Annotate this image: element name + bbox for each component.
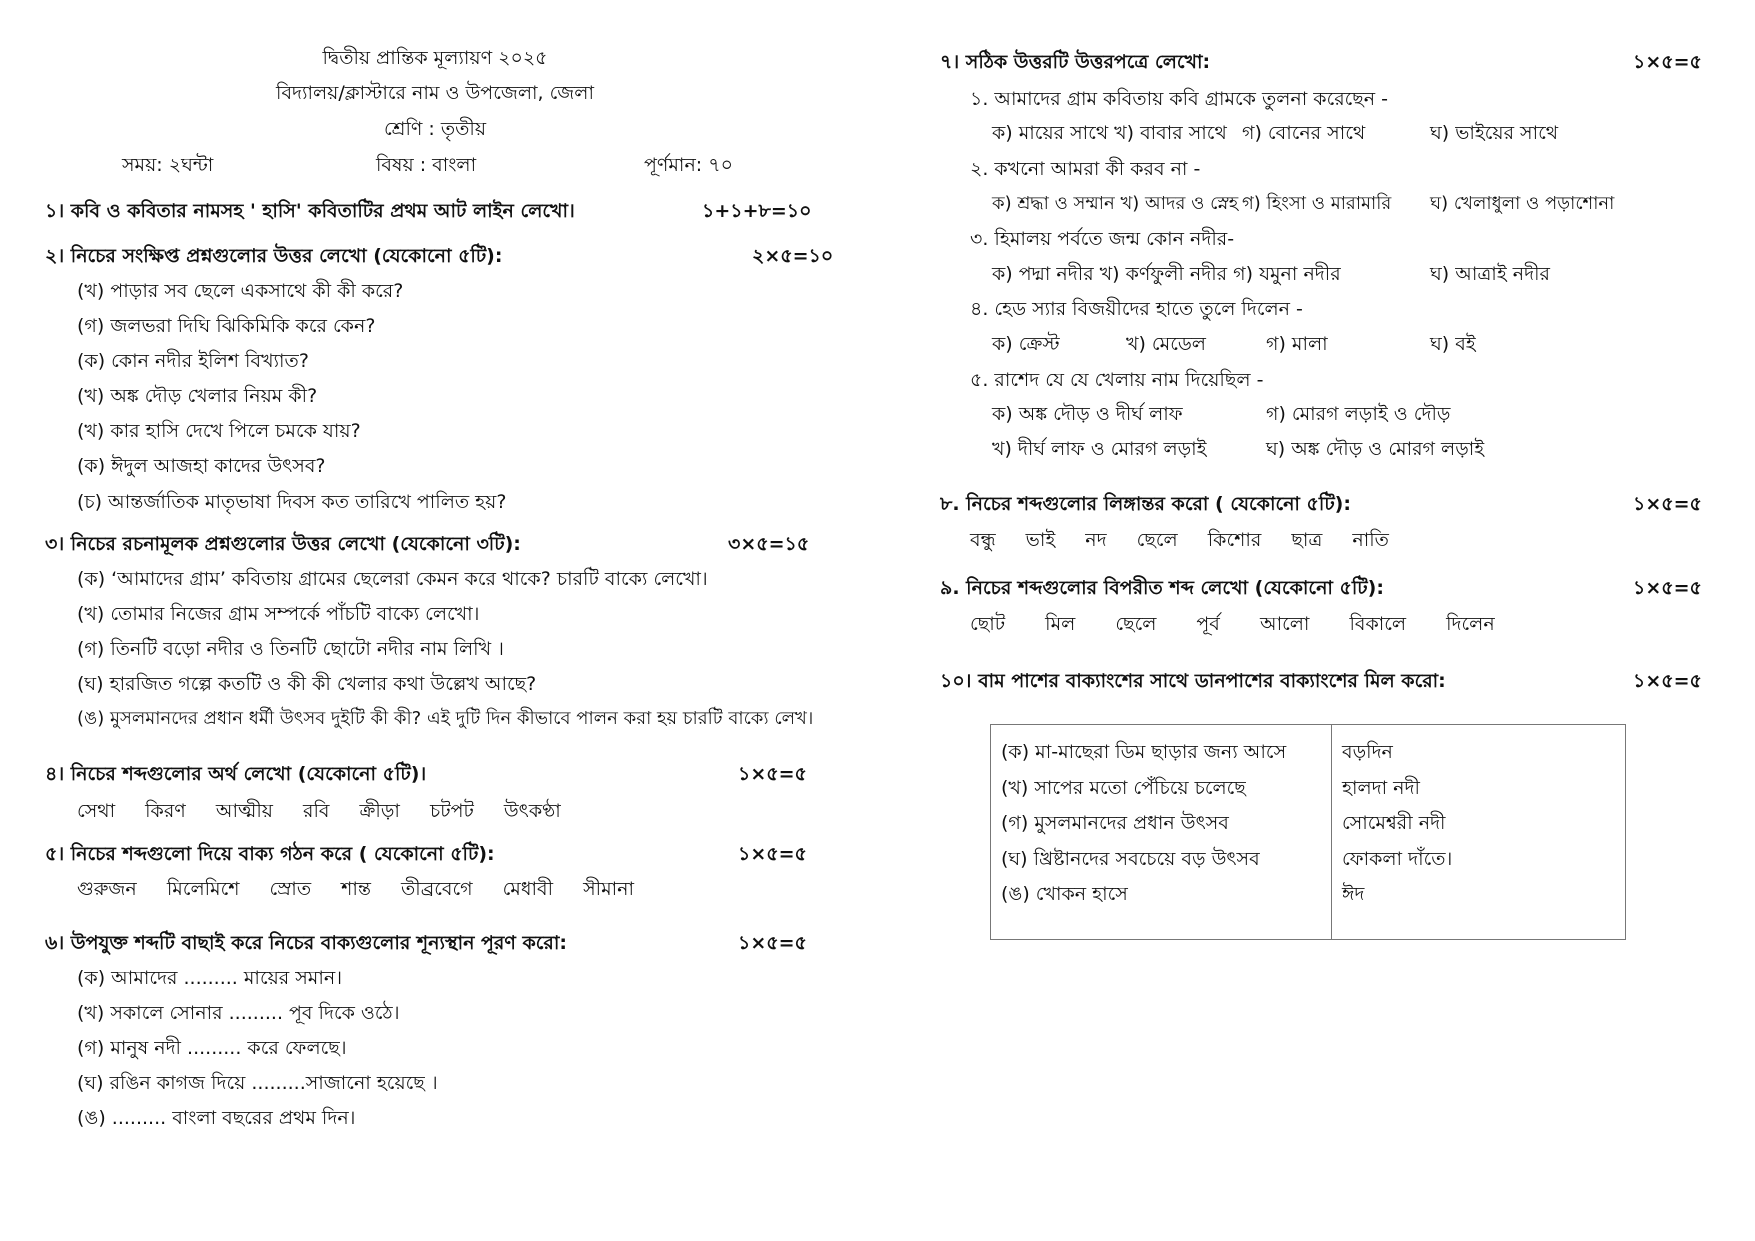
q9-word: আলো: [1259, 613, 1310, 635]
q4-word: সেথা: [77, 800, 116, 822]
q7-option: খ) মেডেল: [1126, 333, 1206, 355]
q3-item: (ঙ) মুসলমানদের প্রধান ধর্মী উৎসব দুইটি কী কী? এই দুটি দিন কীভাবে পালন করা হয় চারটি বাক্যে লেখ।: [77, 708, 814, 729]
q9-word: ছেলে: [1115, 613, 1157, 635]
q3-item: (ক) ‘আমাদের গ্রাম’ কবিতায় গ্রামের ছেলেরা কেমন করে থাকে? চারটি বাক্যে লেখো।: [77, 568, 708, 590]
q2-item: (ক) ঈদুল আজহা কাদের উৎসব?: [77, 455, 326, 477]
q5-word: মিলেমিশে: [166, 878, 240, 900]
q7-option: ঘ) বই: [1430, 333, 1476, 355]
matching-right-item: হালদা নদী: [1342, 776, 1420, 799]
matching-left-item: (ঙ) খোকন হাসে: [1001, 883, 1128, 905]
matching-left-column: [991, 725, 1332, 940]
q7-option: গ) হিংসা ও মারামারি: [1242, 193, 1392, 214]
q9-word: বিকালে: [1349, 613, 1407, 635]
q9-text: ৯. নিচের শব্দগুলোর বিপরীত শব্দ লেখো (যেকোনো ৫টি):: [940, 577, 1384, 599]
q3-text: ৩। নিচের রচনামূলক প্রশ্নগুলোর উত্তর লেখো (যেকোনো ৩টি):: [45, 533, 521, 555]
matching-table-row: [991, 725, 1626, 940]
q1-text: ১। কবি ও কবিতার নামসহ ' হাসি' কবিতাটির প্রথম আট লাইন লেখো।: [45, 200, 575, 222]
q8-marks: ১×৫=৫: [1633, 493, 1702, 515]
matching-table: [990, 724, 1626, 940]
q9-word: ছোট: [970, 613, 1006, 635]
q4-word: চটপট: [429, 800, 474, 822]
q9-word: পূর্ব: [1196, 613, 1220, 635]
matching-right-item: বড়দিন: [1342, 741, 1393, 763]
q8-word: নাতি: [1352, 529, 1389, 551]
q9-marks: ১×৫=৫: [1633, 577, 1702, 599]
q7-option: ক) পদ্মা নদীর খ) কর্ণফুলী নদীর গ) যমুনা নদীর: [992, 263, 1341, 285]
q9-word: মিল: [1045, 613, 1076, 635]
q1-marks: ১+১+৮=১০: [702, 200, 812, 222]
q8-word: ভাই: [1025, 529, 1056, 551]
q4-marks: ১×৫=৫: [738, 763, 807, 785]
q5-text: ৫। নিচের শব্দগুলো দিয়ে বাক্য গঠন করে ( যেকোনো ৫টি):: [45, 843, 495, 865]
matching-left-item: (গ) মুসলমানদের প্রধান উৎসব: [1001, 812, 1229, 834]
q8-word: ছাত্র: [1291, 529, 1323, 551]
q7-option: ঘ) ভাইয়ের সাথে: [1430, 122, 1559, 144]
q2-text: ২। নিচের সংক্ষিপ্ত প্রশ্নগুলোর উত্তর লেখো (যেকোনো ৫টি):: [45, 245, 503, 267]
q4-word: আত্মীয়: [215, 800, 273, 822]
matching-left-item: (ক) মা-মাছেরা ডিম ছাড়ার জন্য আসে: [1001, 741, 1287, 763]
q6-item: (গ) মানুষ নদী ......... করে ফেলছে।: [77, 1037, 347, 1059]
q5-word: মেধাবী: [502, 878, 554, 900]
q8-word: ছেলে: [1136, 529, 1178, 551]
q5-word: গুরুজন: [77, 878, 137, 900]
exam-title: দ্বিতীয় প্রান্তিক মূল্যায়ণ ২০২৫: [322, 47, 548, 69]
q5-word-list: [77, 878, 658, 901]
q6-item: (ঘ) রঙিন কাগজ দিয়ে .........সাজানো হয়েছে ।: [77, 1072, 438, 1094]
q3-item: (খ) তোমার নিজের গ্রাম সম্পর্কে পাঁচটি বাক্যে লেখো।: [77, 603, 480, 625]
q7-option: ঘ) অঙ্ক দৌড় ও মোরগ লড়াই: [1266, 438, 1485, 460]
q9-word-list: [970, 613, 1529, 636]
q3-item: (ঘ) হারজিত গল্পে কতটি ও কী কী খেলার কথা উল্লেখ আছে?: [77, 673, 537, 695]
q4-word-list: [77, 800, 585, 823]
q8-text: ৮. নিচের শব্দগুলোর লিঙ্গান্তর করো ( যেকোনো ৫টি):: [940, 493, 1351, 515]
exam-subject: বিষয় : বাংলা: [376, 154, 477, 176]
q7-option: গ) বোনের সাথে: [1242, 122, 1366, 144]
q4-word: উৎকণ্ঠা: [503, 800, 561, 822]
q7-question: ৫. রাশেদ যে যে খেলায় নাম দিয়েছিল -: [970, 369, 1264, 391]
class-line: শ্রেণি : তৃতীয়: [383, 118, 487, 140]
q5-word: শান্ত: [341, 878, 371, 900]
q9-word: দিলেন: [1446, 613, 1495, 635]
q5-word: সীমানা: [583, 878, 634, 900]
q8-word: কিশোর: [1207, 529, 1262, 551]
matching-right-item: ঈদ: [1342, 883, 1365, 905]
q7-option: খ) দীর্ঘ লাফ ও মোরগ লড়াই: [992, 438, 1207, 460]
q5-word: স্রোত: [269, 878, 312, 900]
q2-item: (চ) আন্তর্জাতিক মাতৃভাষা দিবস কত তারিখে পালিত হয়?: [77, 491, 507, 513]
full-marks: পূর্ণমান: ৭০: [644, 154, 733, 176]
q6-marks: ১×৫=৫: [738, 932, 807, 954]
q7-option: গ) মালা: [1266, 333, 1328, 355]
q4-word: রবি: [303, 800, 330, 822]
q2-marks: ২×৫=১০: [752, 245, 834, 267]
q2-item: (খ) অঙ্ক দৌড় খেলার নিয়ম কী?: [77, 385, 318, 407]
q7-option: ক) শ্রদ্ধা ও সম্মান খ) আদর ও স্নেহ: [992, 193, 1239, 214]
matching-right-item: সোমেশ্বরী নদী: [1342, 812, 1446, 834]
q7-option: ক) অঙ্ক দৌড় ও দীর্ঘ লাফ: [992, 403, 1183, 425]
q4-word: কিরণ: [145, 800, 186, 822]
q7-option: গ) মোরগ লড়াই ও দৌড়: [1266, 403, 1451, 425]
q7-option: ঘ) খেলাধুলা ও পড়াশোনা: [1430, 193, 1615, 214]
q7-option: ক) মায়ের সাথে খ) বাবার সাথে: [992, 122, 1227, 144]
q2-item: (ক) কোন নদীর ইলিশ বিখ্যাত?: [77, 350, 309, 372]
q8-word: বন্ধু: [970, 529, 996, 551]
q7-question: ৩. হিমালয় পর্বতে জন্ম কোন নদীর-: [970, 228, 1235, 250]
q6-item: (ক) আমাদের ......... মায়ের সমান।: [77, 967, 343, 989]
q10-text: ১০। বাম পাশের বাক্যাংশের সাথে ডানপাশের বাক্যাংশের মিল করো:: [940, 670, 1446, 692]
q4-text: ৪। নিচের শব্দগুলোর অর্থ লেখো (যেকোনো ৫টি)।: [45, 763, 427, 785]
q5-marks: ১×৫=৫: [738, 843, 807, 865]
q7-question: ২. কখনো আমরা কী করব না -: [970, 158, 1201, 180]
exam-time: সময়: ২ঘন্টা: [122, 154, 214, 176]
q8-word-list: [970, 529, 1413, 552]
school-line: বিদ্যালয়/ক্লাস্টারে নাম ও উপজেলা, জেলা: [276, 82, 594, 104]
q6-item: (খ) সকালে সোনার ......... পূব দিকে ওঠে।: [77, 1002, 400, 1024]
q7-option: ঘ) আত্রাই নদীর: [1430, 263, 1550, 285]
q10-marks: ১×৫=৫: [1633, 670, 1702, 692]
matching-right-column: [1332, 725, 1626, 940]
q2-item: (গ) জলভরা দিঘি ঝিকিমিকি করে কেন?: [77, 315, 376, 337]
q3-marks: ৩×৫=১৫: [728, 533, 810, 555]
q7-text: ৭। সঠিক উত্তরটি উত্তরপত্রে লেখো:: [940, 51, 1211, 73]
q6-text: ৬। উপযুক্ত শব্দটি বাছাই করে নিচের বাক্যগুলোর শূন্যস্থান পূরণ করো:: [45, 932, 567, 954]
q7-question: ৪. হেড স্যার বিজয়ীদের হাতে তুলে দিলেন -: [970, 298, 1303, 320]
q3-item: (গ) তিনটি বড়ো নদীর ও তিনটি ছোটো নদীর নাম লিখি ।: [77, 638, 504, 660]
q8-word: নদ: [1085, 529, 1107, 551]
q5-word: তীব্রবেগে: [401, 878, 473, 900]
matching-right-item: ফোকলা দাঁতে।: [1342, 847, 1453, 870]
q2-item: (খ) পাড়ার সব ছেলে একসাথে কী কী করে?: [77, 280, 404, 302]
q7-question: ১. আমাদের গ্রাম কবিতায় কবি গ্রামকে তুলনা করেছেন -: [970, 88, 1389, 110]
matching-left-item: (খ) সাপের মতো পেঁচিয়ে চলেছে: [1001, 776, 1246, 799]
q7-option: ক) ক্রেস্ট: [992, 333, 1060, 355]
q4-word: ক্রীড়া: [359, 800, 400, 822]
q2-item: (খ) কার হাসি দেখে পিলে চমকে যায়?: [77, 420, 361, 442]
q6-item: (ঙ) ......... বাংলা বছরের প্রথম দিন।: [77, 1107, 356, 1129]
q7-marks: ১×৫=৫: [1633, 51, 1702, 73]
matching-left-item: (ঘ) খ্রিষ্টানদের সবচেয়ে বড় উৎসব: [1001, 847, 1260, 870]
